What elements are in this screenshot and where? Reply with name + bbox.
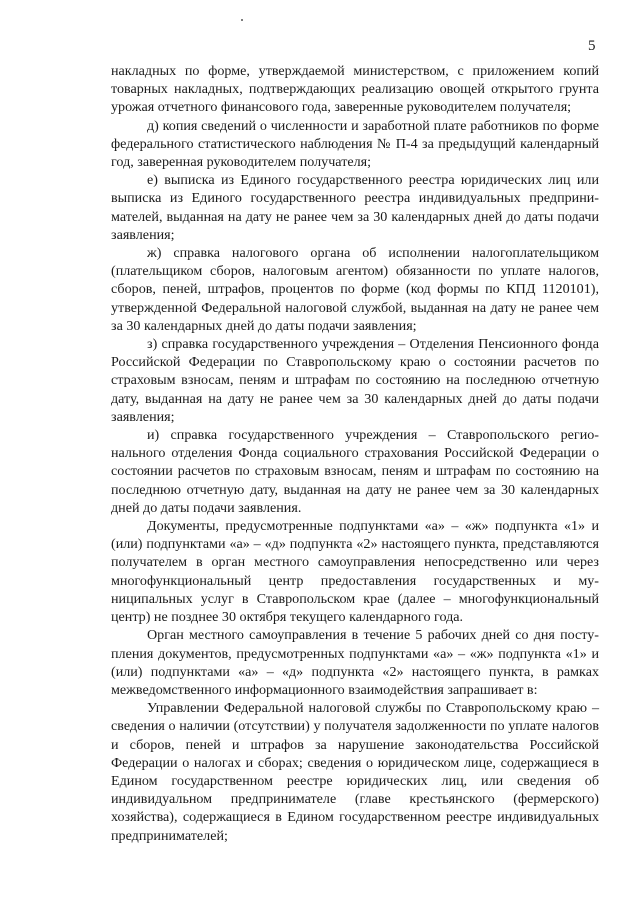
page-number: 5: [588, 38, 596, 54]
paragraph-item-i: и) справка государственного учреждения – Ставропольского регионального отделения Фонда социального страхования Российской Федерации о состоянии расчетов по страховым взносам, пеням и штрафам по состоянию на последнюю отчетную дату, выданная на дату не ранее чем за 30 календарных дней до даты подачи заявления.: [111, 427, 599, 516]
paragraph-item-e: е) выписка из Единого государственного реестра юридических лиц или выписка из Единого государственного реестра индивидуальных предпринимателей, выданная на дату не ранее чем за 30 календарных дней до даты подачи заявления;: [111, 172, 599, 243]
paragraph-item-d: д) копия сведений о численности и заработной плате работников по форме федерального статистического наблюдения № П-4 за предыдущий календарный год, заверенная руководителем получателя;: [111, 117, 599, 171]
paragraph-item-z: з) справка государственного учреждения – Отделения Пенсионного фонда Российской Федерации по Ставропольскому краю о состоянии расчетов по страховым взносам, пеням и штрафам по состоянию на последнюю отчетную дату, выданная на дату не ранее чем за 30 календарных дней до даты подачи заявления;: [111, 336, 599, 425]
paragraph-item-zh: ж) справка налогового органа об исполнении налогоплательщиком (плательщиком сборов, налоговым агентом) обязанности по уплате налогов, сборов, пеней, штрафов, процентов по форме (код формы по КПД 1120101), утвержденной Федеральной налоговой службой, выданная на дату не ранее чем за 30 календарных дней до даты подачи заявления;: [111, 245, 599, 334]
paragraph-documents-submission: Документы, предусмотренные подпунктами «а» – «ж» подпункта «1» и (или) подпунктами «а» – «д» подпункта «2» настоящего пункта, представляются получателем в орган местного самоуправления непосредственно или через многофункциональный центр предоставления государственных и муниципальных услуг в Ставропольском крае (далее – многофункциональный центр) не позднее 30 октября текущего календарного года.: [111, 518, 599, 626]
paragraph-interagency-request: Орган местного самоуправления в течение 5 рабочих дней со дня поступления документов, предусмотренных подпунктами «а» – «ж» подпункта «1» и (или) подпунктами «а» – «д» подпункта «2» настоящего пункта, в рамках межведомственного информационного взаимодействия запрашивает в:: [111, 627, 599, 698]
paragraph-tax-service: Управлении Федеральной налоговой службы по Ставропольскому краю – сведения о наличии (отсутствии) у получателя задолженности по уплате налогов и сборов, пеней и штрафов за нарушение законодательства Российской Федерации о налогах и сборах; сведения о юридическом лице, содержащиеся в Едином государственном реестре юридических лиц, или сведения об индивидуальном предпринимателе (главе крестьянского (фермерского) хозяйства), содержащиеся в Едином государственном реестре индивидуальных предпринимателей;: [111, 700, 599, 844]
document-body: [111, 62, 599, 845]
scan-speck: [241, 19, 243, 21]
paragraph-continuation: накладных по форме, утверждаемой министерством, с приложением копий товарных накладных, подтверждающих реализацию овощей открытого грунта урожая отчетного финансового года, заверенные руководителем получателя;: [111, 63, 599, 116]
